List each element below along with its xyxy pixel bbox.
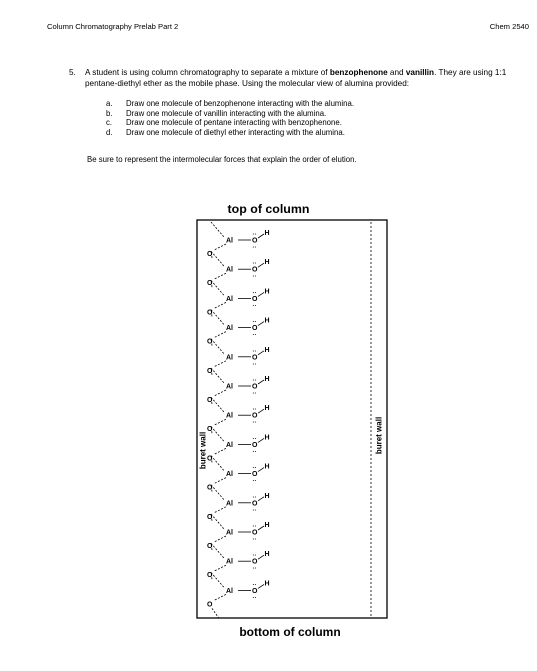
task-text: Draw one molecule of pentane interacting with benzophenone. bbox=[126, 118, 342, 128]
task-letter: a. bbox=[106, 99, 113, 108]
bond-line bbox=[211, 485, 224, 500]
bond-line bbox=[211, 222, 224, 237]
oxygen-atom: O bbox=[252, 237, 258, 245]
oxygen-atom: O bbox=[252, 558, 258, 566]
task-text: Draw one molecule of vanillin interacting with the alumina. bbox=[126, 108, 327, 118]
bond-line bbox=[214, 565, 226, 571]
bond-line bbox=[214, 390, 226, 396]
bond-line bbox=[214, 244, 226, 250]
oxygen-atom: O bbox=[252, 295, 258, 303]
oxygen-atom: O bbox=[252, 441, 258, 449]
aluminum-atom: Al bbox=[226, 471, 233, 479]
question-rest: . They are using 1:1 pentane-diethyl ether as the mobile phase. Using the molecular view of alumina provided: bbox=[85, 68, 507, 88]
bond-line bbox=[211, 543, 224, 558]
bond-line bbox=[211, 368, 224, 383]
oxygen-atom: O bbox=[252, 529, 258, 537]
lone-pair: ·· bbox=[252, 332, 257, 339]
bottom-of-column-label: bottom of column bbox=[239, 625, 341, 639]
task-text: Draw one molecule of benzophenone interacting with the alumina. bbox=[126, 99, 354, 108]
aluminum-atom: Al bbox=[226, 558, 233, 566]
oxygen-atom: O bbox=[252, 471, 258, 479]
bond-line bbox=[258, 497, 264, 501]
bridging-oxygen-atom: O bbox=[207, 543, 213, 550]
lone-pair: ·· bbox=[252, 436, 257, 443]
bond-line bbox=[211, 310, 224, 325]
lone-pair: ·· bbox=[252, 290, 257, 297]
bond-line bbox=[258, 322, 264, 326]
bond-line bbox=[258, 468, 264, 472]
bridging-oxygen-atom: O bbox=[207, 280, 213, 288]
bond-line bbox=[211, 280, 224, 295]
bond-line bbox=[214, 332, 226, 338]
bridging-oxygen-atom: O bbox=[207, 338, 213, 346]
task-letter: c. bbox=[106, 118, 113, 128]
lone-pair: ·· bbox=[252, 420, 257, 427]
oxygen-atom: O bbox=[252, 325, 258, 333]
lone-pair: ·· bbox=[252, 361, 257, 368]
bridging-oxygen-atom: O bbox=[207, 251, 213, 258]
hydrogen-atom: H bbox=[264, 230, 270, 237]
lone-pair: ·· bbox=[252, 319, 257, 326]
aluminum-atom: Al bbox=[226, 500, 233, 508]
bridging-oxygen-atom: O bbox=[207, 397, 213, 404]
question-and: and bbox=[387, 68, 406, 77]
bridging-oxygen-atom: O bbox=[207, 367, 213, 375]
bond-line bbox=[214, 478, 226, 484]
bond-line bbox=[211, 339, 224, 354]
bond-line bbox=[214, 361, 226, 367]
bond-line bbox=[258, 526, 264, 530]
hydrogen-atom: H bbox=[264, 376, 270, 383]
hydrogen-atom: H bbox=[264, 434, 270, 442]
oxygen-atom: O bbox=[252, 587, 258, 595]
aluminum-atom: Al bbox=[226, 529, 233, 537]
task-letter: d. bbox=[106, 127, 113, 137]
bond-line bbox=[258, 380, 264, 384]
aluminum-atom: Al bbox=[226, 412, 233, 420]
lone-pair: ·· bbox=[252, 566, 257, 573]
bond-line bbox=[211, 572, 224, 587]
bond-line bbox=[214, 594, 226, 600]
bond-line bbox=[258, 292, 264, 296]
bridging-oxygen-atom: O bbox=[207, 309, 213, 317]
oxygen-atom: O bbox=[252, 354, 258, 362]
bridging-oxygen-atom: O bbox=[207, 455, 213, 463]
header-title: Column Chromatography Prelab Part 2 bbox=[47, 22, 179, 31]
lone-pair: ·· bbox=[252, 391, 257, 397]
lone-pair: ·· bbox=[252, 582, 257, 589]
hydrogen-atom: H bbox=[264, 580, 270, 588]
bridging-oxygen-atom: O bbox=[207, 572, 213, 580]
compound-vanillin: vanillin bbox=[405, 68, 435, 77]
bond-line bbox=[258, 555, 264, 559]
hydrogen-atom: H bbox=[264, 259, 270, 267]
lone-pair: ·· bbox=[252, 465, 257, 472]
hydrogen-atom: H bbox=[264, 492, 270, 500]
bond-line bbox=[258, 234, 264, 238]
bond-line bbox=[211, 514, 224, 529]
lone-pair: ·· bbox=[252, 348, 257, 355]
bridging-oxygen-atom: O bbox=[207, 601, 213, 609]
lone-pair: ·· bbox=[252, 245, 257, 251]
oxygen-atom: O bbox=[252, 383, 258, 391]
bond-line bbox=[211, 456, 224, 471]
hydrogen-atom: H bbox=[264, 317, 270, 325]
bond-line bbox=[211, 397, 224, 412]
header-course: Chem 2540 bbox=[489, 22, 529, 31]
lone-pair: ·· bbox=[252, 407, 257, 414]
bond-line bbox=[212, 608, 219, 618]
bond-line bbox=[214, 448, 226, 454]
lone-pair: ·· bbox=[252, 478, 257, 485]
aluminum-atom: Al bbox=[226, 295, 233, 303]
aluminum-atom: Al bbox=[226, 587, 233, 595]
lone-pair: ·· bbox=[252, 274, 257, 281]
hydrogen-atom: H bbox=[264, 522, 270, 529]
lone-pair: ·· bbox=[252, 524, 257, 530]
lone-pair: ·· bbox=[252, 553, 257, 560]
lone-pair: ·· bbox=[252, 303, 257, 310]
aluminum-atom: Al bbox=[226, 441, 233, 449]
lone-pair: ·· bbox=[252, 449, 257, 456]
aluminum-atom: Al bbox=[226, 266, 233, 274]
aluminum-atom: Al bbox=[226, 383, 233, 391]
top-of-column-label: top of column bbox=[227, 202, 310, 216]
aluminum-atom: Al bbox=[226, 237, 233, 245]
right-buret-wall-label: buret wall bbox=[374, 416, 384, 455]
bridging-oxygen-atom: O bbox=[207, 484, 213, 492]
bond-line bbox=[258, 351, 264, 355]
oxygen-atom: O bbox=[252, 266, 258, 274]
lone-pair: ·· bbox=[252, 537, 257, 543]
bond-line bbox=[211, 251, 224, 266]
bond-line bbox=[258, 409, 264, 413]
lone-pair: ·· bbox=[252, 507, 257, 514]
aluminum-atom: Al bbox=[226, 354, 233, 362]
hydrogen-atom: H bbox=[264, 288, 270, 296]
bond-line bbox=[258, 263, 264, 267]
oxygen-atom: O bbox=[252, 500, 258, 508]
bond-line bbox=[214, 273, 226, 279]
bond-line bbox=[214, 302, 226, 308]
oxygen-atom: O bbox=[252, 412, 258, 420]
bond-line bbox=[258, 584, 264, 588]
hydrogen-atom: H bbox=[264, 346, 270, 354]
compound-benzophenone: benzophenone bbox=[329, 68, 388, 77]
hydrogen-atom: H bbox=[264, 463, 270, 471]
bond-line bbox=[258, 438, 264, 442]
instruction-note: Be sure to represent the intermolecular forces that explain the order of elution. bbox=[87, 155, 357, 164]
task-letter: b. bbox=[106, 108, 113, 118]
bond-line bbox=[211, 426, 224, 441]
question-intro: A student is using column chromatography to separate a mixture of bbox=[85, 68, 330, 77]
lone-pair: ·· bbox=[252, 378, 257, 384]
bridging-oxygen-atom: O bbox=[207, 426, 213, 434]
left-buret-wall-label: buret wall bbox=[198, 431, 208, 470]
bond-line bbox=[214, 507, 226, 513]
hydrogen-atom: H bbox=[264, 551, 270, 559]
bridging-oxygen-atom: O bbox=[207, 513, 213, 521]
lone-pair: ·· bbox=[252, 494, 257, 501]
lone-pair: ·· bbox=[252, 261, 257, 268]
aluminum-atom: Al bbox=[226, 325, 233, 333]
alumina-chain bbox=[207, 222, 270, 618]
lone-pair: ·· bbox=[252, 595, 257, 602]
lone-pair: ·· bbox=[252, 232, 257, 238]
bond-line bbox=[214, 536, 226, 542]
task-text: Draw one molecule of diethyl ether interacting with the alumina. bbox=[126, 127, 345, 137]
hydrogen-atom: H bbox=[264, 405, 270, 413]
question-number: 5. bbox=[69, 68, 76, 77]
bond-line bbox=[214, 419, 226, 425]
